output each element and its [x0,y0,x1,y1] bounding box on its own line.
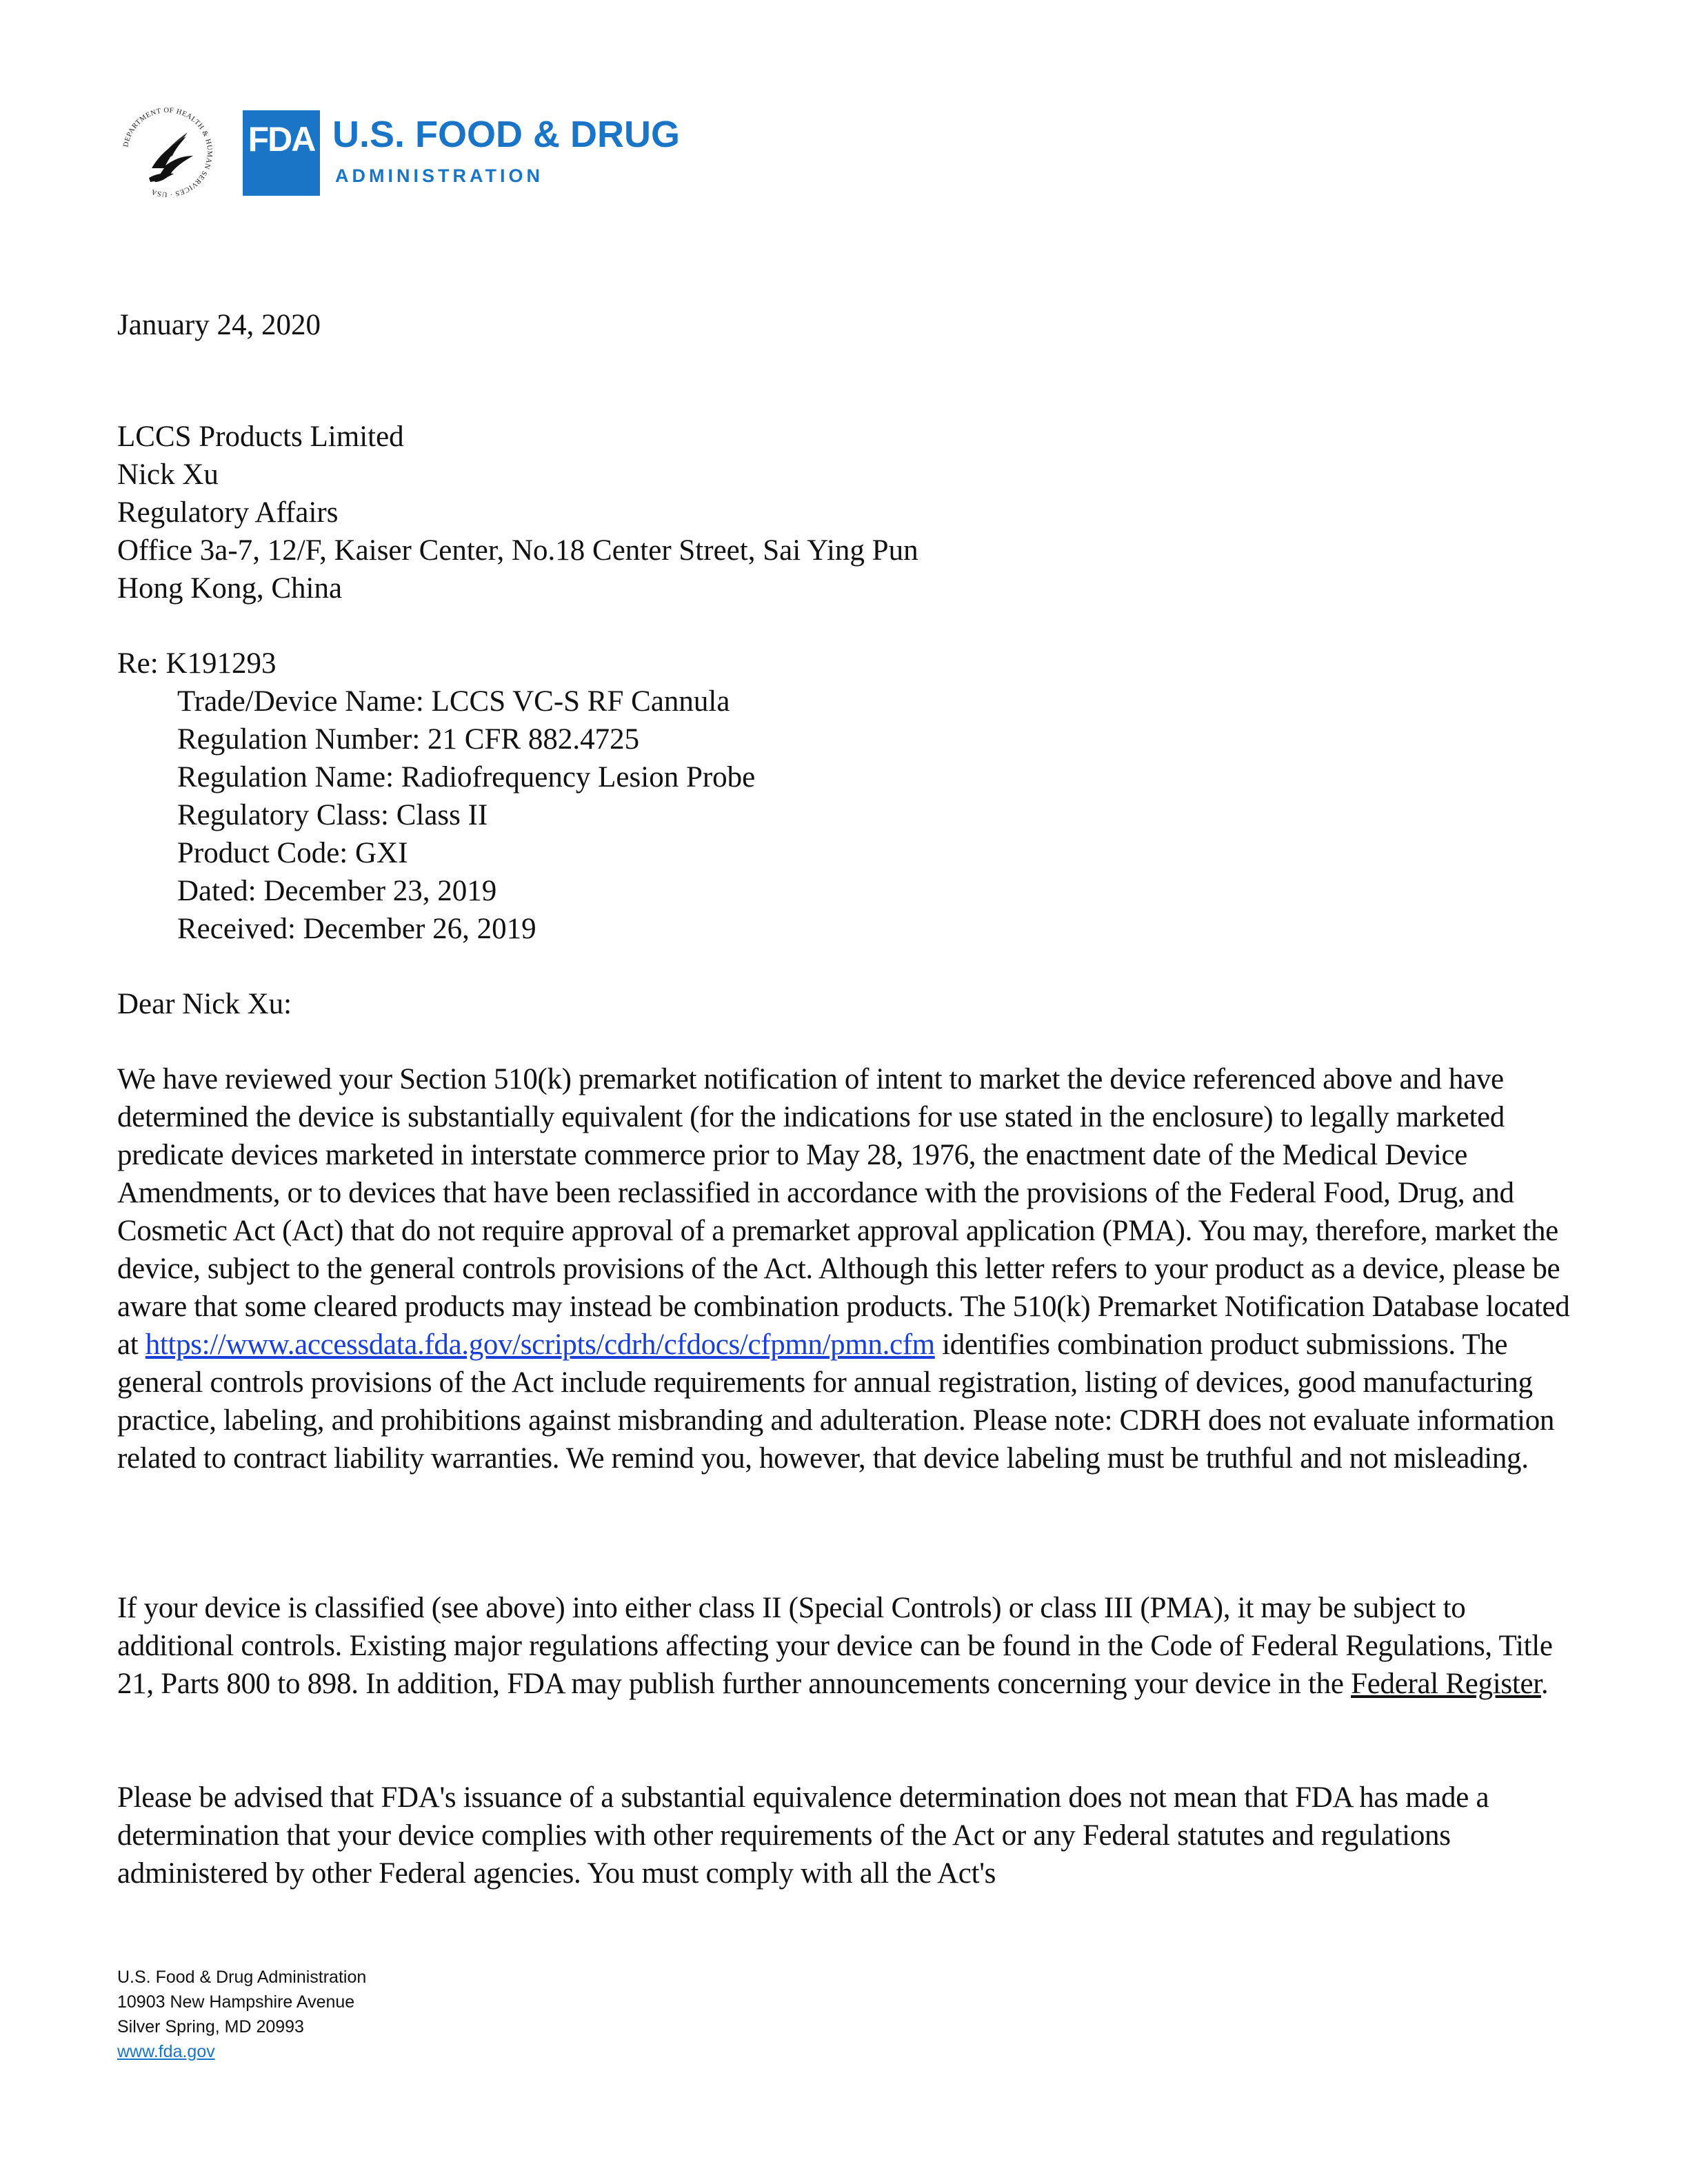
recipient-name: Nick Xu [117,458,219,491]
hhs-seal-icon [116,101,219,204]
regulation-number: Regulation Number: 21 CFR 882.4725 [177,723,640,756]
recipient-title: Regulatory Affairs [117,496,339,529]
product-code: Product Code: GXI [177,837,408,869]
paragraph-advisory: Please be advised that FDA's issuance of a substantial equivalence determination does not mean that FDA has made a determination that your device complies with other requirements of the Act or any Federal statutes and regulations administered by other Federal agencies. You must comply with all the Act's [117,1781,1489,1890]
letterhead [116,101,681,204]
recipient-address-line2: Hong Kong, China [117,572,343,605]
paragraph-controls: If your device is classified (see above) into either class II (Special Controls) or class III (PMA), it may be subject to additional controls. Existing major regulations affecting your device can be found in the Code of Federal Regulations, Title 21, Parts 800 to 898. In addition, FDA may publish further announcements concerning your device in the Federal Register. [117,1592,1553,1700]
regulatory-class: Regulatory Class: Class II [177,799,488,831]
federal-register-text: Federal Register [1351,1668,1541,1700]
footer-agency: U.S. Food & Drug Administration [117,1968,367,1987]
re-line: Re: K191293 [117,647,277,680]
received: Received: December 26, 2019 [177,913,536,945]
footer-city: Silver Spring, MD 20993 [117,2017,304,2036]
agency-subtitle: ADMINISTRATION [335,165,543,186]
pmn-database-link[interactable]: https://www.accessdata.fda.gov/scripts/cdrh/cfdocs/cfpmn/pmn.cfm [145,1328,935,1361]
svg-text:DEPARTMENT OF HEALTH & HUMAN S: DEPARTMENT OF HEALTH & HUMAN SERVICES · USA [122,106,214,199]
recipient-address-line1: Office 3a-7, 12/F, Kaiser Center, No.18 Center Street, Sai Ying Pun [117,534,918,567]
fda-logo: FDA [243,110,320,196]
footer-street: 10903 New Hampshire Avenue [117,1992,355,2012]
fda-website-link[interactable]: www.fda.gov [117,2042,215,2061]
agency-name: U.S. FOOD & DRUG [332,114,681,155]
regulation-name: Regulation Name: Radiofrequency Lesion Probe [177,761,756,793]
recipient-company: LCCS Products Limited [117,421,404,453]
dated: Dated: December 23, 2019 [177,875,497,907]
footer-address [117,1965,366,2064]
paragraph-clearance: We have reviewed your Section 510(k) premarket notification of intent to market the device referenced above and have determined the device is substantially equivalent (for the indications for use stated in the enclosure) to legally marketed predicate devices marketed in interstate commerce prior to May 28, 1976, the enactment date of the Medical Device Amendments, or to devices that have been reclassified in accordance with the provisions of the Federal Food, Drug, and Cosmetic Act (Act) that do not require approval of a premarket approval application (PMA). You may, therefore, market the device, subject to the general controls provisions of the Act. Although this letter refers to your product as a device, please be aware that some cleared products may instead be combination products. The 510(k) Premarket Notification Database located at https://www.accessdata.fda.gov/scripts/cdrh/cfdocs/cfpmn/pmn.cfm identifies combination product submissions. The general controls provisions of the Act include requirements for annual registration, listing of devices, good manufacturing practice, labeling, and prohibitions against misbranding and adulteration. Please note: CDRH does not evaluate information related to contract liability warranties. We remind you, however, that device labeling must be truthful and not misleading. [117,1063,1570,1475]
letter-date: January 24, 2020 [117,309,321,341]
salutation: Dear Nick Xu: [117,988,292,1020]
trade-device-name: Trade/Device Name: LCCS VC-S RF Cannula [177,685,730,718]
